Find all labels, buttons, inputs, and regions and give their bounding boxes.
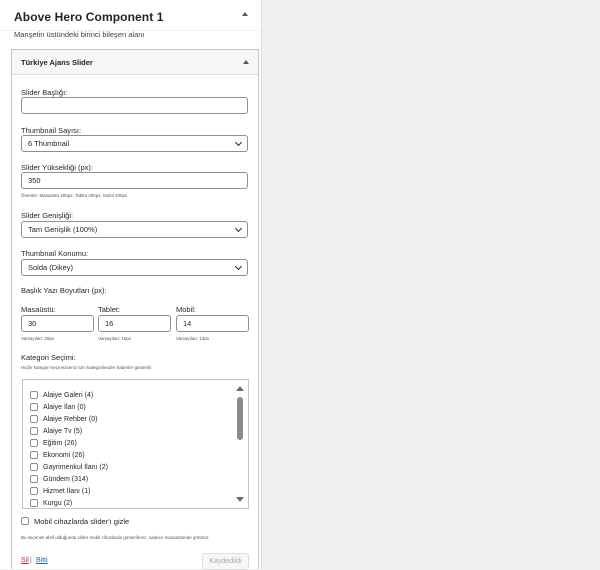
checkbox[interactable]: [30, 415, 38, 423]
checkbox[interactable]: [30, 475, 38, 483]
category-item[interactable]: Gündem (314): [30, 474, 88, 484]
height-hint: Öneriler: Masaüstü 400px, Tablet 250px, Mobil 200px: [21, 193, 128, 198]
hide-mobile-checkbox[interactable]: [21, 517, 29, 525]
category-item[interactable]: Ekonomi (26): [30, 450, 85, 460]
checkbox[interactable]: [30, 463, 38, 471]
delete-link[interactable]: Sil: [21, 557, 29, 564]
footer-separator: |: [30, 557, 32, 564]
mobile-font-input[interactable]: 14: [176, 315, 249, 332]
scroll-up-arrow-icon[interactable]: [236, 386, 244, 391]
chevron-down-icon: [235, 225, 242, 232]
desktop-font-input[interactable]: 30: [21, 315, 94, 332]
category-item[interactable]: Alaiye Tv (5): [30, 426, 82, 436]
thumb-count-label: Thumbnail Sayısı:: [21, 126, 82, 135]
slider-widget-header[interactable]: [12, 50, 258, 75]
slider-collapse-icon[interactable]: [243, 60, 249, 64]
desktop-hint: Varsayılan: 20px: [21, 336, 55, 341]
font-size-label: Başlık Yazı Boyutları (px):: [21, 286, 107, 295]
category-item[interactable]: Alaiye Rehber (0): [30, 414, 97, 424]
tablet-label: Tablet:: [98, 305, 121, 314]
mobile-label: Mobil:: [176, 305, 197, 314]
thumb-count-select[interactable]: [21, 135, 248, 152]
checkbox[interactable]: [30, 427, 38, 435]
widget-description: Manşetin üstündeki birinci bileşen alanı: [14, 30, 145, 39]
slider-widget-title: Türkiye Ajans Slider: [21, 58, 93, 67]
thumb-position-value: Solda (Dikey): [28, 263, 74, 272]
done-link[interactable]: Bitti: [36, 557, 48, 564]
checkbox[interactable]: [30, 499, 38, 507]
mobile-hint: Varsayılan: 14px: [176, 336, 210, 341]
width-label: Slider Genişliği:: [21, 211, 74, 220]
checkbox[interactable]: [30, 403, 38, 411]
scroll-down-arrow-icon[interactable]: [236, 497, 244, 502]
collapse-icon[interactable]: [242, 12, 248, 16]
category-label: Kategori Seçimi:: [21, 353, 76, 362]
category-item[interactable]: Alaiye Galeri (4): [30, 390, 93, 400]
hide-mobile-label: Mobil cihazlarda slider'ı gizle: [34, 516, 130, 526]
height-label: Slider Yüksekliği (px):: [21, 163, 93, 172]
widget-header[interactable]: [0, 0, 261, 31]
checkbox[interactable]: [30, 391, 38, 399]
width-select[interactable]: [21, 221, 248, 238]
category-item[interactable]: Gayrimenkul İlanı (2): [30, 462, 108, 472]
hide-mobile-hint: Bu seçenek aktif olduğunda slider mobil cihazlarda gösterilmez, sadece masaüstünde görünür.: [21, 535, 210, 540]
category-item[interactable]: Hizmet İlanı (1): [30, 486, 90, 496]
chevron-down-icon: [235, 263, 242, 270]
checkbox[interactable]: [30, 487, 38, 495]
width-value: Tam Genişlik (100%): [28, 225, 98, 234]
checkbox[interactable]: [30, 439, 38, 447]
category-list[interactable]: [22, 379, 249, 509]
thumb-count-value: 6 Thumbnail: [28, 139, 70, 148]
save-button[interactable]: Kaydedildi: [202, 553, 249, 570]
desktop-label: Masaüstü:: [21, 305, 56, 314]
chevron-down-icon: [235, 139, 242, 146]
slider-widget: [11, 49, 259, 569]
widget-panel: [0, 0, 262, 569]
widget-title: Above Hero Component 1: [14, 10, 164, 24]
category-item[interactable]: Kurgu (2): [30, 498, 72, 508]
category-item[interactable]: Alaiye İlan (0): [30, 402, 86, 412]
height-input[interactable]: 350: [21, 172, 248, 189]
slider-title-label: Slider Başlığı:: [21, 88, 68, 97]
thumb-position-label: Thumbnail Konumu:: [21, 249, 89, 258]
checkbox[interactable]: [30, 451, 38, 459]
slider-title-input[interactable]: [21, 97, 248, 114]
scrollbar-thumb[interactable]: [237, 397, 243, 440]
hide-mobile-option[interactable]: [21, 516, 129, 526]
tablet-hint: Varsayılan: 16px: [98, 336, 132, 341]
category-hint: Hiçbir kategori seçmezseniz tüm kategorilerden haberler gösterilir.: [21, 365, 153, 370]
category-item[interactable]: Eğitim (26): [30, 438, 77, 448]
tablet-font-input[interactable]: 16: [98, 315, 171, 332]
thumb-position-select[interactable]: [21, 259, 248, 276]
